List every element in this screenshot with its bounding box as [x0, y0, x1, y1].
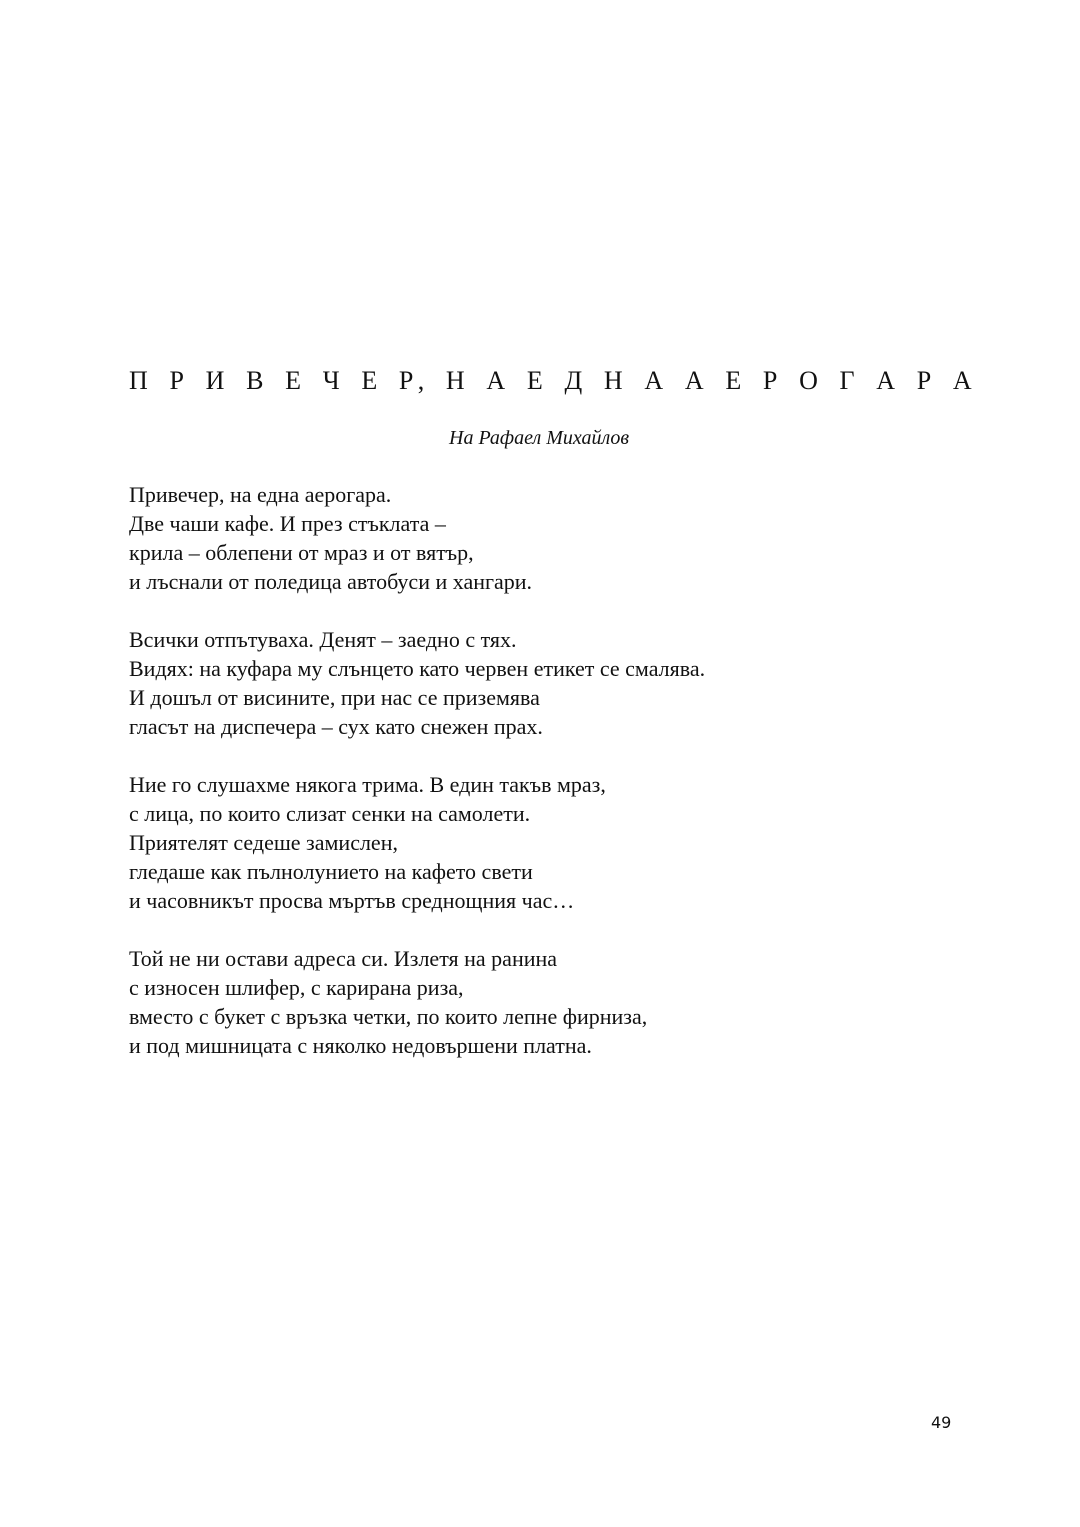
poem-line: Видях: на куфара му слънцето като червен етикет се смалява.	[129, 656, 706, 681]
poem-line: вместо с букет с връзка четки, по които лепне фирниза,	[129, 1004, 648, 1029]
poem-line: с износен шлифер, с карирана риза,	[129, 975, 464, 1000]
poem-line: Ние го слушахме някога трима. В един такъв мраз,	[129, 772, 606, 797]
dedication: На Рафаел Михайлов	[449, 427, 630, 449]
poem-line: и лъснали от поледица автобуси и хангари.	[129, 569, 533, 594]
poem-line: Привечер, на една аерогара.	[129, 482, 392, 507]
poem-line: Всички отпътуваха. Денят – заедно с тях.	[129, 627, 517, 652]
stanza-3	[129, 770, 989, 915]
poem-line: гледаше как пълнолунието на кафето свети	[129, 859, 533, 884]
poem-line: Приятелят седеше замислен,	[129, 830, 398, 855]
poem-line: Той не ни остави адреса си. Излетя на ранина	[129, 946, 558, 971]
poem-line: И дошъл от висините, при нас се приземява	[129, 685, 540, 710]
poem-body	[129, 480, 989, 1089]
poem-line: с лица, по които слизат сенки на самолети.	[129, 801, 531, 826]
poem-line: и часовникът просва мъртъв среднощния час…	[129, 888, 575, 913]
poem-line: гласът на диспечера – сух като снежен прах.	[129, 714, 543, 739]
poem-line: Две чаши кафе. И през стъклата –	[129, 511, 446, 536]
poem-line: крила – облепени от мраз и от вятър,	[129, 540, 474, 565]
stanza-1	[129, 480, 989, 596]
poem-title: П Р И В Е Ч Е Р, Н А Е Д Н А А Е Р О Г А Р А	[129, 366, 980, 395]
poem-line: и под мишницата с няколко недовършени платна.	[129, 1033, 592, 1058]
stanza-4	[129, 944, 989, 1060]
stanza-2	[129, 625, 989, 741]
page-number: 49	[931, 1413, 952, 1432]
